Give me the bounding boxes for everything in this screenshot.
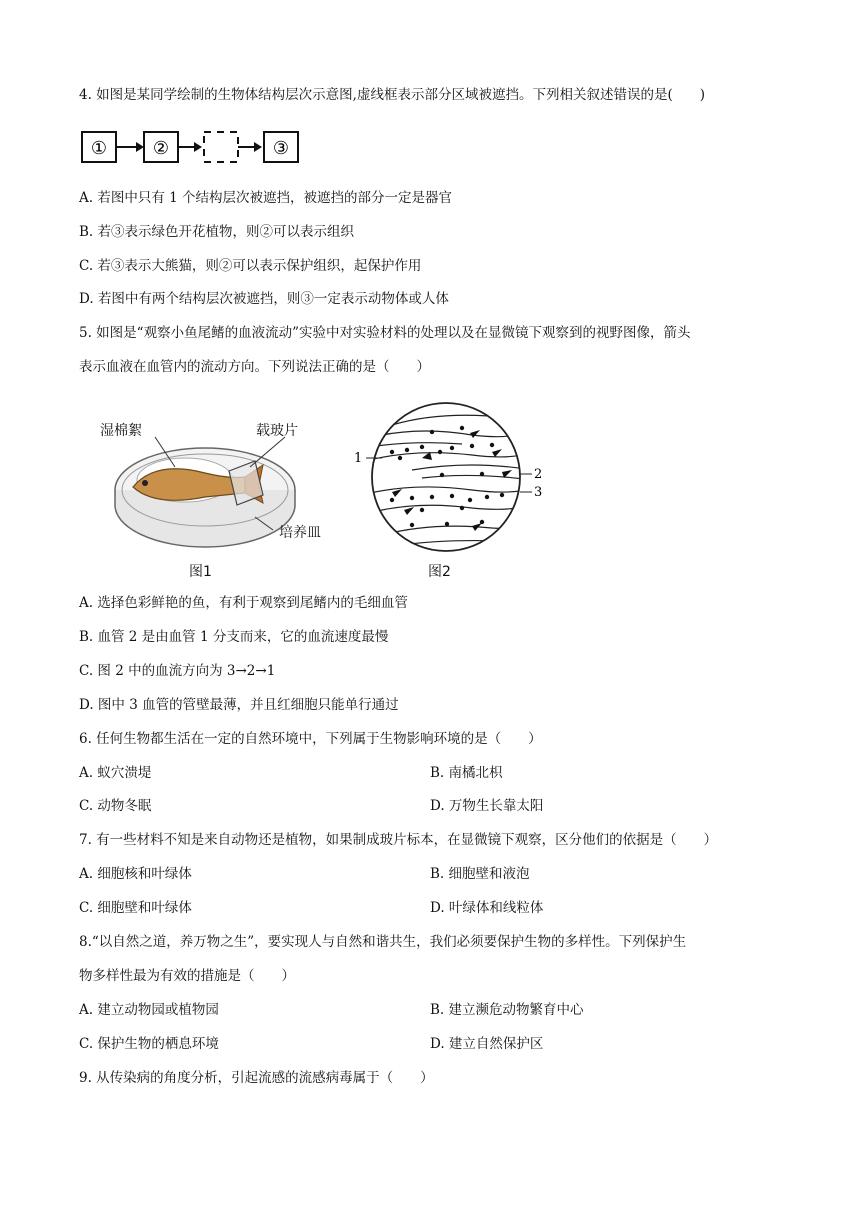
q8-option-b: B. 建立濒危动物繁育中心 [430,1002,584,1018]
q8-option-c: C. 保护生物的栖息环境 [79,1036,219,1052]
q4-option-c: C. 若③表示大熊猫，则②可以表示保护组织，起保护作用 [79,258,422,274]
fig2-label-3: 3 [534,485,543,500]
fig2-label-2: 2 [534,467,543,482]
q7-option-a: A. 细胞核和叶绿体 [79,866,192,882]
q4-box-2-label: ② [152,138,170,159]
arrowhead-icon [254,142,262,152]
label-wet-cotton: 湿棉絮 [100,423,142,439]
q4-box-3-label: ③ [272,138,290,159]
q4-option-a: A. 若图中只有 1 个结构层次被遮挡，被遮挡的部分一定是器官 [79,190,453,206]
q6-option-c: C. 动物冬眠 [79,798,152,814]
q5-stem-line1: 5. 如图是“观察小鱼尾鳍的血液流动”实验中对实验材料的处理以及在显微镜下观察到的视野图像，箭头 [79,325,691,341]
q5-option-c: C. 图 2 中的血流方向为 3→2→1 [79,663,276,679]
arrowhead-icon [136,142,144,152]
q8-stem-line2: 物多样性最为有效的措施是（ ） [79,968,295,984]
q5-stem-line2: 表示血液在血管内的流动方向。下列说法正确的是（ ） [79,359,430,375]
q7-option-d: D. 叶绿体和线粒体 [430,900,544,916]
q8-stem-line1: 8.“以自然之道，养万物之生”，要实现人与自然和谐共生，我们必须要保护生物的多样性。下列保护生 [79,934,687,950]
q5-figure-1-caption: 图1 [189,564,212,580]
fig2-label-1: 1 [354,451,363,466]
q8-option-a: A. 建立动物园或植物园 [79,1002,219,1018]
q4-option-d: D. 若图中有两个结构层次被遮挡，则③一定表示动物体或人体 [79,291,449,307]
q5-option-b: B. 血管 2 是由血管 1 分支而来，它的血流速度最慢 [79,629,389,645]
q7-option-c: C. 细胞壁和叶绿体 [79,900,192,916]
q7-option-b: B. 细胞壁和液泡 [430,866,530,882]
q4-option-b: B. 若③表示绿色开花植物，则②可以表示组织 [79,224,355,240]
q4-stem: 4. 如图是某同学绘制的生物体结构层次示意图,虚线框表示部分区域被遮挡。下列相关叙述错误的是( ) [79,87,705,103]
q4-hierarchy-diagram [80,128,300,168]
q5-option-d: D. 图中 3 血管的管壁最薄，并且红细胞只能单行通过 [79,697,399,713]
label-petri-dish: 培养皿 [279,525,321,541]
q6-option-b: B. 南橘北枳 [430,765,503,781]
q8-option-d: D. 建立自然保护区 [430,1036,544,1052]
arrowhead-icon [194,142,202,152]
q5-figure-2-caption: 图2 [428,564,451,580]
q6-stem: 6. 任何生物都生活在一定的自然环境中，下列属于生物影响环境的是（ ） [79,731,542,747]
q4-hidden-box [204,132,238,162]
q7-stem: 7. 有一些材料不知是来自动物还是植物，如果制成玻片标本，在显微镜下观察，区分他们的依据是（ ） [79,832,718,848]
q5-option-a: A. 选择色彩鲜艳的鱼，有利于观察到尾鳍内的毛细血管 [79,595,408,611]
q4-box-1-label: ① [90,138,108,159]
q6-option-d: D. 万物生长靠太阳 [430,798,544,814]
q5-figure-2-microscope-view [352,400,552,555]
q9-stem: 9. 从传染病的角度分析，引起流感的流感病毒属于（ ） [79,1070,434,1086]
q6-option-a: A. 蚁穴溃堤 [79,765,152,781]
label-glass-slide: 载玻片 [256,423,298,439]
